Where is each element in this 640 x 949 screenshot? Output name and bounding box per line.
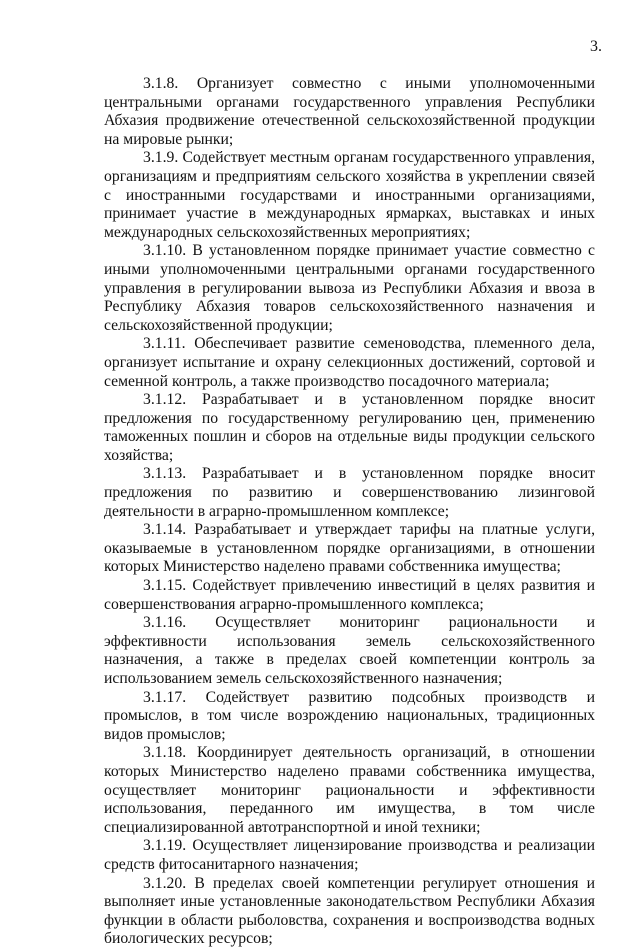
paragraph-3-1-12: 3.1.12. Разрабатывает и в установленном порядке вносит предложения по государственному регулированию цен, применению таможенных пошлин и сборов на отдельные виды продукции сельского хозяйства; (104, 391, 595, 464)
document-body (104, 75, 595, 949)
paragraph-3-1-9: 3.1.9. Содействует местным органам государственного управления, организациям и предприятиям сельского хозяйства в укреплении связей с иностранными государствами и иностранными организациями, принимает участие в международных ярмарках, выставках и иных международных сельскохозяйственных мероприятиях; (104, 149, 595, 241)
paragraph-3-1-16: 3.1.16. Осуществляет мониторинг рациональности и эффективности использования земель сельскохозяйственного назначения, а также в пределах своей компетенции контроль за использованием земель сельскохозяйственного назначения; (104, 614, 595, 687)
paragraph-3-1-10: 3.1.10. В установленном порядке принимает участие совместно с иными уполномоченными центральными органами государственного управления в регулировании вывоза из Республики Абхазия и ввоза в Республику Абхазия товаров сельскохозяйственного назначения и сельскохозяйственной продукции; (104, 242, 595, 334)
page-number: 3. (590, 38, 602, 55)
paragraph-3-1-14: 3.1.14. Разрабатывает и утверждает тарифы на платные услуги, оказываемые в установленном порядке организациями, в отношении которых Министерство наделено правами собственника имущества; (104, 521, 595, 576)
paragraph-3-1-8: 3.1.8. Организует совместно с иными уполномоченными центральными органами государственного управления Республики Абхазия продвижение отечественной сельскохозяйственной продукции на мировые рынки; (104, 75, 595, 148)
paragraph-3-1-18: 3.1.18. Координирует деятельность организаций, в отношении которых Министерство наделено правами собственника имущества, осуществляет мониторинг рациональности и эффективности использования, переданного им имущества, в том числе специализированной автотранспортной и иной техники; (104, 744, 595, 836)
paragraph-3-1-19: 3.1.19. Осуществляет лицензирование производства и реализации средств фитосанитарного назначения; (104, 837, 595, 873)
paragraph-3-1-17: 3.1.17. Содействует развитию подсобных производств и промыслов, в том числе возрождению национальных, традиционных видов промыслов; (104, 688, 595, 743)
paragraph-3-1-13: 3.1.13. Разрабатывает и в установленном порядке вносит предложения по развитию и совершенствованию лизинговой деятельности в аграрно-промышленном комплексе; (104, 465, 595, 520)
paragraph-3-1-20: 3.1.20. В пределах своей компетенции регулирует отношения и выполняет иные установленные законодательством Республики Абхазия функции в области рыболовства, сохранения и воспроизводства водных биологических ресурсов; (104, 874, 595, 948)
paragraph-3-1-11: 3.1.11. Обеспечивает развитие семеноводства, племенного дела, организует испытание и охрану селекционных достижений, сортовой и семенной контроль, а также производство посадочного материала; (104, 335, 595, 390)
paragraph-3-1-15: 3.1.15. Содействует привлечению инвестиций в целях развития и совершенствования аграрно-промышленного комплекса; (104, 577, 595, 613)
